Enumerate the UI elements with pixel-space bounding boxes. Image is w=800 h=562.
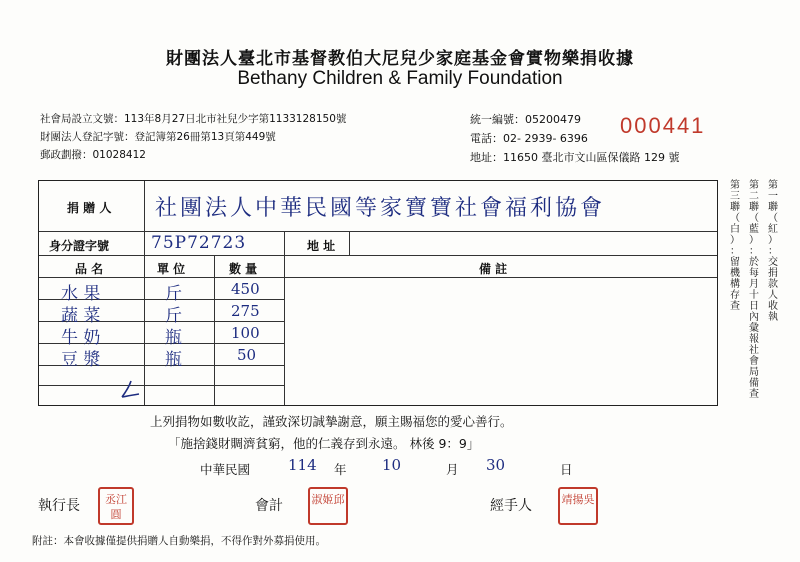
- side-note-char: 查: [730, 301, 740, 312]
- side-note-char: ）: [768, 235, 778, 246]
- address-line: 地址：11650 臺北市文山區保儀路 129 號: [470, 151, 680, 164]
- side-note-copy-2: [748, 180, 760, 400]
- row-4-unit: 瓶: [165, 350, 182, 370]
- receipt-serial-number: 000441: [620, 113, 706, 138]
- col-header-quantity: 數 量: [229, 262, 258, 276]
- registration-doc-number: 社會局設立文號：113年8月27日北市社兒少字第1133128150號: [40, 113, 347, 125]
- row-1-item: 水 果: [61, 284, 101, 304]
- date-year: 114: [288, 456, 317, 474]
- side-note-char: 存: [730, 290, 740, 301]
- row-1-unit: 斤: [165, 284, 182, 304]
- row-3-item: 牛 奶: [61, 328, 101, 348]
- side-note-char: 二: [749, 191, 759, 202]
- side-note-char: 會: [749, 356, 759, 367]
- side-note-char: 捐: [768, 268, 778, 279]
- tax-id: 統一編號：05200479: [470, 113, 581, 126]
- row-2-item: 蔬 菜: [61, 306, 101, 326]
- id-number-label: 身分證字號: [49, 239, 110, 253]
- side-note-char: 人: [768, 290, 778, 301]
- side-note-char: 月: [749, 279, 759, 290]
- row-4-quantity: 50: [237, 346, 257, 364]
- handler-seal: 靖揚吳: [558, 487, 598, 525]
- side-note-char: 備: [749, 378, 759, 389]
- side-note-char: ）: [730, 235, 740, 246]
- accountant-seal: 淑姬邱: [308, 487, 348, 525]
- side-note-char: 查: [749, 389, 759, 400]
- executive-director-label: 執行長: [38, 498, 80, 514]
- side-note-char: （: [749, 213, 759, 224]
- side-note-char: 第: [730, 180, 740, 191]
- side-note-char: 第: [768, 180, 778, 191]
- side-note-char: 收: [768, 301, 778, 312]
- executive-director-seal: 丞江圓: [98, 487, 134, 525]
- row-2-unit: 斤: [165, 306, 182, 326]
- side-note-char: 報: [749, 334, 759, 345]
- side-note-copy-1: [767, 180, 779, 323]
- side-note-char: 每: [749, 268, 759, 279]
- side-note-char: 留: [730, 257, 740, 268]
- row-4-item: 豆 漿: [61, 350, 101, 370]
- row-1-quantity: 450: [231, 280, 260, 298]
- donation-form-table: [38, 180, 718, 406]
- donor-value: 社團法人中華民國等家寶寶社會福利協會: [155, 196, 606, 221]
- accountant-label: 會計: [255, 498, 283, 514]
- side-note-char: 聯: [730, 202, 740, 213]
- side-note-char: 三: [730, 191, 740, 202]
- side-note-char: 內: [749, 312, 759, 323]
- handler-label: 經手人: [490, 498, 532, 514]
- side-note-char: 白: [730, 224, 740, 235]
- receipt-title-en: Bethany Children & Family Foundation: [237, 68, 563, 89]
- side-note-char: ：: [730, 246, 740, 257]
- id-number-value: 75P72723: [151, 233, 247, 253]
- row-3-quantity: 100: [231, 324, 260, 342]
- donor-label: 捐 贈 人: [67, 201, 112, 215]
- side-note-char: 一: [768, 191, 778, 202]
- date-prefix: 中華民國: [200, 462, 251, 477]
- side-note-char: 局: [749, 367, 759, 378]
- thanks-text: 上列捐物如數收訖，謹致深切誠摯謝意，願主賜福您的愛心善行。: [150, 414, 513, 429]
- bible-verse: 「施捨錢財賙濟貧窮，他的仁義存到永遠。 林後 9：9」: [168, 436, 480, 451]
- side-note-char: 紅: [768, 224, 778, 235]
- side-note-char: 十: [749, 290, 759, 301]
- side-note-char: 機: [730, 268, 740, 279]
- side-note-char: ：: [749, 246, 759, 257]
- col-header-unit: 單 位: [157, 262, 186, 276]
- side-note-char: 日: [749, 301, 759, 312]
- row-3-unit: 瓶: [165, 328, 182, 348]
- side-note-char: 聯: [768, 202, 778, 213]
- receipt-title-zh: 財團法人臺北市基督教伯大尼兒少家庭基金會實物樂捐收據: [166, 49, 634, 69]
- date-month: 10: [382, 456, 402, 474]
- side-note-copy-3: [729, 180, 741, 312]
- side-note-char: 款: [768, 279, 778, 290]
- postal-transfer-account: 郵政劃撥：01028412: [40, 149, 146, 161]
- foundation-registration-number: 財團法人登記字號：登記簿第26冊第13頁第449號: [40, 131, 276, 143]
- side-note-char: ：: [768, 246, 778, 257]
- side-note-char: 彙: [749, 323, 759, 334]
- side-note-char: 構: [730, 279, 740, 290]
- side-note-char: （: [730, 213, 740, 224]
- side-note-char: 聯: [749, 202, 759, 213]
- side-note-char: ）: [749, 235, 759, 246]
- side-note-char: 社: [749, 345, 759, 356]
- side-note-char: 藍: [749, 224, 759, 235]
- date-day: 30: [486, 456, 506, 474]
- side-note-char: 執: [768, 312, 778, 323]
- side-note-char: 第: [749, 180, 759, 191]
- footnote: 附註：本會收據僅提供捐贈人自動樂捐，不得作對外募捐使用。: [32, 535, 326, 547]
- side-note-char: （: [768, 213, 778, 224]
- day-label: 日: [560, 462, 573, 477]
- side-note-char: 交: [768, 257, 778, 268]
- side-note-char: 於: [749, 257, 759, 268]
- col-header-notes: 備 註: [479, 262, 508, 276]
- end-of-list-mark: [119, 379, 141, 401]
- phone-number: 電話：02- 2939- 6396: [470, 132, 588, 145]
- month-label: 月: [446, 462, 459, 477]
- address-label: 地 址: [307, 239, 336, 253]
- row-2-quantity: 275: [231, 302, 260, 320]
- col-header-item: 品 名: [75, 262, 104, 276]
- year-label: 年: [334, 462, 347, 477]
